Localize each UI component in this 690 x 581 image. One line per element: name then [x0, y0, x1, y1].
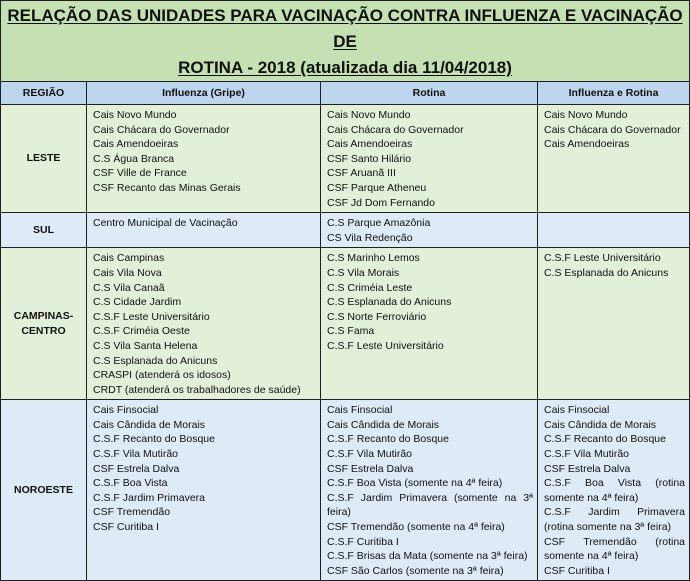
list-item: Cais Novo Mundo: [544, 109, 628, 121]
region-label: CENTRO: [21, 324, 66, 337]
list-item: CRDT (atenderá os trabalhadores de saúde): [93, 383, 301, 396]
list-item: CSF Aruanã III: [327, 167, 396, 180]
list-item: C.S Esplanada do Anicuns: [93, 354, 218, 367]
rotina-cell: [321, 248, 538, 400]
list-item: C.S.F Criméia Oeste: [93, 325, 190, 338]
list-item: C.S.F Vila Mutirão: [544, 448, 629, 461]
list-item: C.S Criméia Leste: [327, 281, 413, 294]
list-item: C.S.F Recanto do Bosque: [93, 433, 215, 446]
influenza-cell: [87, 105, 321, 213]
title-line-2: ROTINA - 2018 (atualizada dia 11/04/2018): [178, 58, 512, 77]
list-item: C.S.F Jardim Primavera (rotina somente na 3ª feira): [544, 506, 685, 534]
list-item: C.S Vila Santa Helena: [93, 339, 198, 352]
list-item: CSF Estrela Dalva: [544, 462, 631, 475]
list-item: C.S.F Vila Mutirão: [93, 448, 178, 461]
list-item: CSF Santo Hilário: [327, 152, 412, 165]
region-label: SUL: [33, 223, 54, 236]
list-item: C.S Cidade Jardim: [93, 296, 182, 309]
list-item: C.S.F Curitiba I: [327, 535, 399, 548]
list-item: C.S Fama: [327, 325, 375, 338]
influenza-cell: [87, 213, 321, 248]
list-item: C.S Vila Morais: [327, 266, 400, 279]
list-item: Centro Municipal de Vacinação: [93, 217, 238, 230]
both-cell: [538, 105, 690, 213]
table-row-sul: [1, 213, 690, 248]
list-item: C.S Norte Ferroviário: [327, 310, 427, 323]
list-item: C.S.F Brisas da Mata (somente na 3ª feira): [327, 550, 528, 563]
list-item: CSF Parque Atheneu: [327, 181, 427, 194]
both-cell: [538, 400, 690, 581]
list-item: CSF Tremendão (rotina somente na 4ª feira): [544, 535, 685, 563]
region-label: LESTE: [26, 152, 61, 165]
rotina-cell: [321, 400, 538, 581]
list-item: C.S.F Recanto do Bosque: [327, 433, 449, 446]
list-item: C.S.F Leste Universitário: [327, 339, 444, 352]
region-cell: [1, 105, 87, 213]
list-item: C.S Vila Canaã: [93, 281, 165, 294]
table-row-campinas-centro: [1, 248, 690, 400]
list-item: CSF Recanto das Minas Gerais: [93, 181, 241, 194]
list-item: Cais Finsocial: [93, 404, 159, 417]
list-item: Cais Amendoeiras: [544, 138, 630, 151]
list-item: C.S Marinho Lemos: [327, 252, 420, 265]
header-influenza: Influenza (Gripe): [87, 82, 321, 105]
table-row-noroeste: [1, 400, 690, 581]
list-item: CSF Tremendão: [93, 506, 171, 519]
list-item: C.S.F Jardim Primavera (somente na 3ª feira): [327, 491, 533, 519]
list-item: C.S.F Leste Universitário: [93, 310, 210, 323]
table-header: [1, 82, 690, 105]
rotina-cell: [321, 213, 538, 248]
list-item: C.S.F Leste Universitário: [544, 252, 661, 265]
region-label: NOROESTE: [14, 483, 73, 496]
title-line-1: RELAÇÃO DAS UNIDADES PARA VACINAÇÃO CONTRA INFLUENZA E VACINAÇÃO DE: [7, 6, 683, 51]
list-item: C.S Parque Amazônia: [327, 217, 431, 230]
list-item: Cais Campinas: [93, 252, 165, 265]
list-item: Cais Chácara do Governador: [93, 123, 230, 136]
both-cell: [538, 213, 690, 248]
list-item: Cais Amendoeiras: [93, 138, 179, 151]
list-item: CRASPI (atenderá os idosos): [93, 369, 231, 382]
list-item: CSF São Carlos (somente na 3ª feira): [327, 564, 504, 577]
list-item: C.S Esplanada do Anicuns: [544, 266, 669, 279]
list-item: CSF Estrela Dalva: [93, 462, 180, 475]
list-item: CSF Curitiba I: [544, 564, 610, 577]
list-item: Cais Vila Nova: [93, 266, 162, 279]
list-item: CS Vila Redenção: [327, 231, 413, 244]
header-rotina: Rotina: [321, 82, 538, 105]
list-item: C.S.F Boa Vista (rotina somente na 4ª feira): [544, 477, 685, 504]
table-row-leste: [1, 105, 690, 213]
list-item: C.S.F Recanto do Bosque: [544, 433, 666, 446]
region-label: CAMPINAS-: [13, 309, 74, 322]
list-item: Cais Novo Mundo: [93, 109, 177, 121]
list-item: Cais Chácara do Governador: [544, 123, 681, 136]
list-item: CSF Curitiba I: [93, 521, 159, 534]
list-item: CSF Ville de France: [93, 167, 187, 180]
region-cell: [1, 248, 87, 400]
list-item: C.S Esplanada do Anicuns: [327, 296, 452, 309]
list-item: Cais Cândida de Morais: [327, 418, 440, 431]
document-title: [1, 1, 690, 82]
list-item: C.S.F Boa Vista: [93, 477, 168, 490]
list-item: C.S.F Boa Vista (somente na 4ª feira): [327, 477, 503, 490]
list-item: CSF Jd Dom Fernando: [327, 196, 435, 209]
list-item: C.S.F Jardim Primavera: [93, 491, 206, 504]
list-item: CSF Estrela Dalva: [327, 462, 414, 475]
influenza-cell: [87, 400, 321, 581]
region-cell: [1, 400, 87, 581]
header-influenza-rotina: Influenza e Rotina: [538, 82, 690, 105]
list-item: Cais Cândida de Morais: [544, 418, 657, 431]
list-item: Cais Chácara do Governador: [327, 123, 464, 136]
both-cell: [538, 248, 690, 400]
rotina-cell: [321, 105, 538, 213]
region-cell: [1, 213, 87, 248]
influenza-cell: [87, 248, 321, 400]
list-item: Cais Novo Mundo: [327, 109, 411, 121]
list-item: Cais Amendoeiras: [327, 138, 413, 151]
list-item: C.S.F Vila Mutirão: [327, 448, 412, 461]
list-item: CSF Tremendão (somente na 4ª feira): [327, 521, 505, 534]
list-item: Cais Finsocial: [544, 404, 610, 417]
list-item: C.S Água Branca: [93, 152, 175, 165]
list-item: Cais Finsocial: [327, 404, 393, 417]
header-region: REGIÃO: [1, 82, 87, 105]
list-item: Cais Cândida de Morais: [93, 418, 206, 431]
